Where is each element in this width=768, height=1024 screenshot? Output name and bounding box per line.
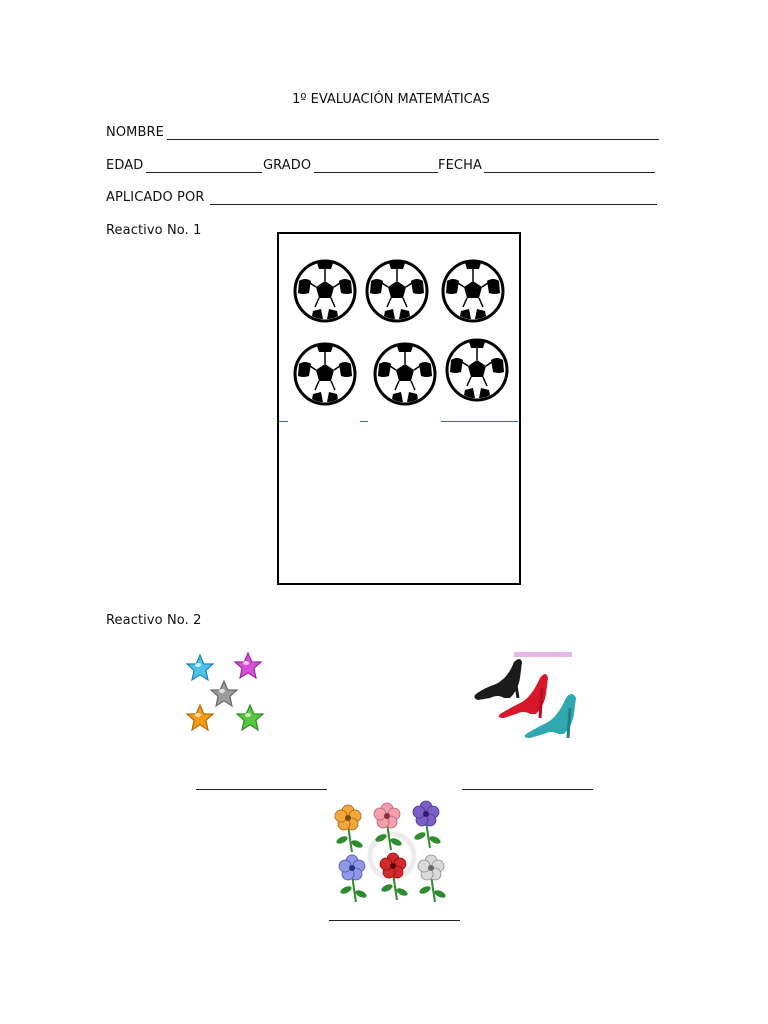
star-icon: [235, 653, 261, 678]
answer-line-flowers[interactable]: [329, 920, 460, 921]
shoes-group-image: [470, 648, 582, 744]
star-icon: [237, 705, 263, 730]
soccer-ball-icon: [293, 342, 357, 406]
answer-line-stars[interactable]: [196, 789, 327, 790]
stars-group-image: [180, 648, 270, 738]
edad-label: EDAD: [106, 158, 144, 173]
flower-icon: [339, 855, 368, 902]
reactivo-2-label: Reactivo No. 2: [106, 613, 202, 628]
flower-icon: [374, 803, 403, 850]
watermark-bar: [514, 652, 572, 657]
flower-icon: [418, 855, 447, 902]
star-icon: [187, 655, 213, 680]
link-underline: [360, 421, 368, 422]
star-icon: [187, 705, 213, 730]
link-underline: [279, 421, 288, 422]
soccer-ball-icon: [293, 259, 357, 323]
soccer-ball-icon: [373, 342, 437, 406]
nombre-label: NOMBRE: [106, 125, 164, 140]
fecha-field[interactable]: [484, 172, 655, 173]
reactivo-1-label: Reactivo No. 1: [106, 223, 202, 238]
flower-icon: [335, 805, 364, 852]
grado-label: GRADO: [263, 158, 312, 173]
grado-field[interactable]: [314, 172, 438, 173]
edad-field[interactable]: [146, 172, 262, 173]
star-icon: [211, 681, 237, 706]
worksheet-title: 1º EVALUACIÓN MATEMÁTICAS: [292, 92, 490, 107]
aplicado-field[interactable]: [210, 204, 657, 205]
aplicado-label: APLICADO POR: [106, 190, 205, 205]
flower-icon: [413, 801, 442, 848]
soccer-ball-icon: [441, 259, 505, 323]
link-underline: [441, 421, 518, 422]
reactivo-1-box: [277, 232, 521, 585]
nombre-field[interactable]: [167, 139, 659, 140]
flowers-group-image: [330, 800, 454, 908]
answer-line-shoes[interactable]: [462, 789, 593, 790]
soccer-ball-icon: [365, 259, 429, 323]
fecha-label: FECHA: [438, 158, 482, 173]
soccer-ball-icon: [445, 338, 509, 402]
